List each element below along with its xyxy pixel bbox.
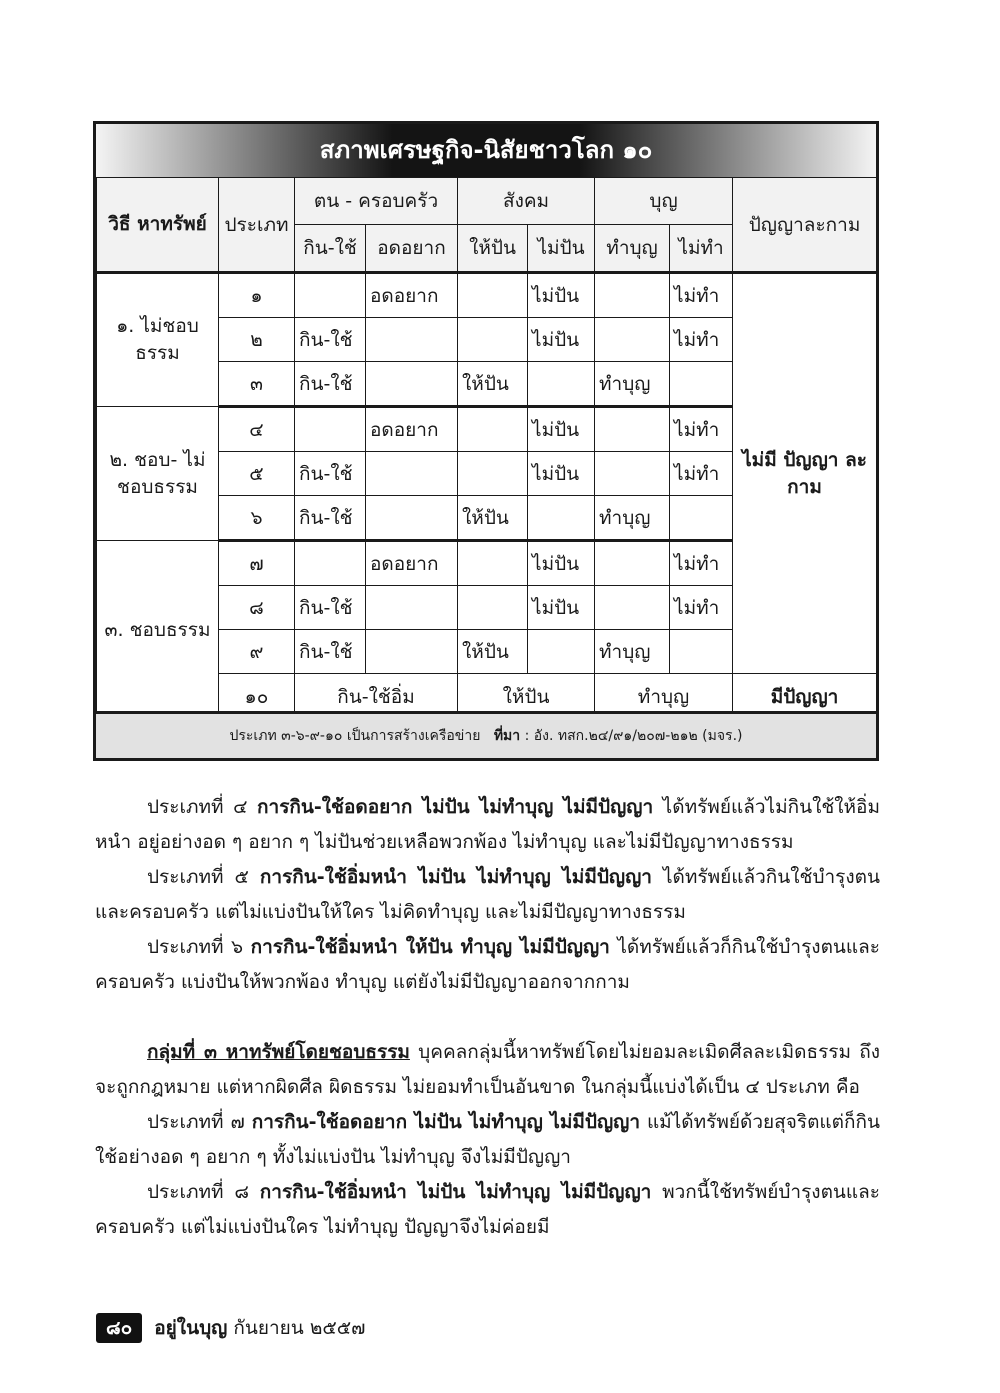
- group-label: ๓. ชอบธรรม: [97, 541, 219, 721]
- page-number: ๘๐: [96, 1313, 142, 1343]
- cell-deprive: [366, 318, 458, 362]
- cell-no-share: ไม่ปัน: [528, 452, 595, 496]
- cell-consume-full: กิน-ใช้อิ่ม: [295, 674, 458, 721]
- cell-no-merit: ไม่ทำ: [670, 273, 733, 318]
- economy-habits-table: [93, 121, 879, 761]
- cell-consume: กิน-ใช้: [295, 452, 366, 496]
- cell-no-share: ไม่ปัน: [528, 586, 595, 630]
- row-number: ๘: [219, 586, 295, 630]
- cell-share: [458, 452, 528, 496]
- row-number: ๖: [219, 496, 295, 541]
- cell-no-merit: ไม่ทำ: [670, 318, 733, 362]
- header-method: วิธี หาทรัพย์: [97, 178, 219, 273]
- header-type: ประเภท: [219, 178, 295, 273]
- cell-no-share: ไม่ปัน: [528, 541, 595, 586]
- cell-consume: กิน-ใช้: [295, 318, 366, 362]
- has-wisdom-label: มีปัญญา: [733, 674, 877, 721]
- cell-consume: [295, 273, 366, 318]
- cell-make-merit: [595, 273, 670, 318]
- cell-consume: กิน-ใช้: [295, 630, 366, 674]
- cell-share: [458, 318, 528, 362]
- cell-deprive: [366, 362, 458, 407]
- row-number: ๕: [219, 452, 295, 496]
- header-no-share: ไม่ปัน: [528, 225, 595, 273]
- cell-consume: กิน-ใช้: [295, 362, 366, 407]
- publication-info: [154, 1313, 365, 1343]
- header-wisdom: ปัญญาละกาม: [733, 178, 877, 273]
- cell-no-merit: [670, 362, 733, 407]
- cell-share: [458, 273, 528, 318]
- cell-no-merit: ไม่ทำ: [670, 541, 733, 586]
- cell-no-merit: ไม่ทำ: [670, 452, 733, 496]
- header-consume: กิน-ใช้: [295, 225, 366, 273]
- magazine-name: อยู่ในบุญ: [154, 1317, 228, 1339]
- header-merit: บุญ: [595, 178, 733, 225]
- cell-no-share: ไม่ปัน: [528, 273, 595, 318]
- cell-make-merit: [595, 541, 670, 586]
- row-number: ๑: [219, 273, 295, 318]
- cell-share: [458, 541, 528, 586]
- cell-deprive: [366, 586, 458, 630]
- issue-date: กันยายน ๒๕๕๗: [233, 1317, 366, 1339]
- cell-deprive: อดอยาก: [366, 407, 458, 452]
- group-label: ๒. ชอบ- ไม่ชอบธรรม: [97, 407, 219, 541]
- row-number: ๓: [219, 362, 295, 407]
- cell-no-merit: ไม่ทำ: [670, 586, 733, 630]
- cell-deprive: [366, 452, 458, 496]
- cell-no-merit: [670, 496, 733, 541]
- header-society: สังคม: [458, 178, 595, 225]
- cell-deprive: [366, 496, 458, 541]
- cell-make-merit: ทำบุญ: [595, 496, 670, 541]
- header-no-merit: ไม่ทำ: [670, 225, 733, 273]
- cell-make-merit: [595, 407, 670, 452]
- paragraph-type-4: ประเภทที่ ๔ การกิน-ใช้อดอยาก ไม่ปัน ไม่ทำบุญ ไม่มีปัญญา ได้ทรัพย์แล้วไม่กินใช้ให้อิ่มหนำ อยู่อย่างอด ๆ อยาก ๆ ไม่ปันช่วยเหลือพวกพ้อง ไม่ทำบุญ และไม่มีปัญญาทางธรรม: [95, 796, 880, 853]
- group-label: ๑. ไม่ชอบ ธรรม: [97, 273, 219, 407]
- header-self-family: ตน - ครอบครัว: [295, 178, 458, 225]
- cell-make-merit: ทำบุญ: [595, 362, 670, 407]
- table-title: สภาพเศรษฐกิจ-นิสัยชาวโลก ๑๐: [96, 124, 876, 177]
- cell-share: [458, 586, 528, 630]
- paragraph-type-8: ประเภทที่ ๘ การกิน-ใช้อิ่มหนำ ไม่ปัน ไม่ทำบุญ ไม่มีปัญญา พวกนี้ใช้ทรัพย์บำรุงตนและครอบครัว แต่ไม่แบ่งปันใคร ไม่ทำบุญ ปัญญาจึงไม่ค่อยมี: [95, 1181, 880, 1238]
- cell-make-merit: [595, 318, 670, 362]
- cell-deprive: อดอยาก: [366, 273, 458, 318]
- no-wisdom-label: ไม่มี ปัญญา ละกาม: [733, 273, 877, 674]
- cell-consume: [295, 541, 366, 586]
- cell-deprive: อดอยาก: [366, 541, 458, 586]
- cell-no-share: [528, 630, 595, 674]
- paragraph-type-7: ประเภทที่ ๗ การกิน-ใช้อดอยาก ไม่ปัน ไม่ทำบุญ ไม่มีปัญญา แม้ได้ทรัพย์ด้วยสุจริตแต่ก็กินใช้อย่างอด ๆ อยาก ๆ ทั้งไม่แบ่งปัน ไม่ทำบุญ จึงไม่มีปัญญา: [95, 1111, 880, 1168]
- cell-make-merit: ทำบุญ: [595, 630, 670, 674]
- cell-share: ให้ปัน: [458, 362, 528, 407]
- cell-consume: กิน-ใช้: [295, 496, 366, 541]
- row-number: ๒: [219, 318, 295, 362]
- paragraph-type-5: ประเภทที่ ๕ การกิน-ใช้อิ่มหนำ ไม่ปัน ไม่ทำบุญ ไม่มีปัญญา ได้ทรัพย์แล้วกินใช้บำรุงตนและครอบครัว แต่ไม่แบ่งปันให้ใคร ไม่คิดทำบุญ และไม่มีปัญญาทางธรรม: [95, 866, 880, 923]
- paragraph-group-3: กลุ่มที่ ๓ หาทรัพย์โดยชอบธรรม บุคคลกลุ่มนี้หาทรัพย์โดยไม่ยอมละเมิดศีลละเมิดธรรม ถึงจะถูกกฎหมาย แต่หากผิดศีล ผิดธรรม ไม่ยอมทำเป็นอันขาด ในกลุ่มนี้แบ่งได้เป็น ๔ ประเภท คือ: [95, 1041, 881, 1098]
- paragraph-type-6: ประเภทที่ ๖ การกิน-ใช้อิ่มหนำ ให้ปัน ทำบุญ ไม่มีปัญญา ได้ทรัพย์แล้วก็กินใช้บำรุงตนและครอบครัว แบ่งปันให้พวกพ้อง ทำบุญ แต่ยังไม่มีปัญญาออกจากกาม: [95, 936, 880, 993]
- source-text: : อัง. ทสก.๒๔/๙๑/๒๐๗-๒๑๒ (มจร.): [524, 728, 743, 744]
- cell-no-share: ไม่ปัน: [528, 318, 595, 362]
- article-body: [95, 790, 880, 1245]
- cell-make-merit: [595, 586, 670, 630]
- table-row: [97, 273, 877, 318]
- header-make-merit: ทำบุญ: [595, 225, 670, 273]
- cell-no-share: [528, 362, 595, 407]
- cell-share: [458, 407, 528, 452]
- cell-no-merit: ไม่ทำ: [670, 407, 733, 452]
- cell-share: ให้ปัน: [458, 630, 528, 674]
- cell-make-merit: ทำบุญ: [595, 674, 733, 721]
- cell-share: ให้ปัน: [458, 496, 528, 541]
- cell-no-share: ไม่ปัน: [528, 407, 595, 452]
- cell-no-merit: [670, 630, 733, 674]
- row-number: ๙: [219, 630, 295, 674]
- header-deprive: อดอยาก: [366, 225, 458, 273]
- page-footer: [96, 1312, 365, 1344]
- cell-no-share: [528, 496, 595, 541]
- table-grid: [96, 177, 877, 721]
- cell-share: ให้ปัน: [458, 674, 595, 721]
- header-share: ให้ปัน: [458, 225, 528, 273]
- cell-consume: กิน-ใช้: [295, 586, 366, 630]
- group-3-heading: กลุ่มที่ ๓ หาทรัพย์โดยชอบธรรม: [147, 1041, 410, 1063]
- row-number: ๗: [219, 541, 295, 586]
- cell-deprive: [366, 630, 458, 674]
- cell-make-merit: [595, 452, 670, 496]
- table-footnote: ประเภท ๓-๖-๙-๑๐ เป็นการสร้างเครือข่าย ที่มา : อัง. ทสก.๒๔/๙๑/๒๐๗-๒๑๒ (มจร.): [96, 711, 876, 758]
- row-number: ๔: [219, 407, 295, 452]
- row-number: ๑๐: [219, 674, 295, 721]
- source-label: ที่มา: [493, 728, 521, 744]
- cell-consume: [295, 407, 366, 452]
